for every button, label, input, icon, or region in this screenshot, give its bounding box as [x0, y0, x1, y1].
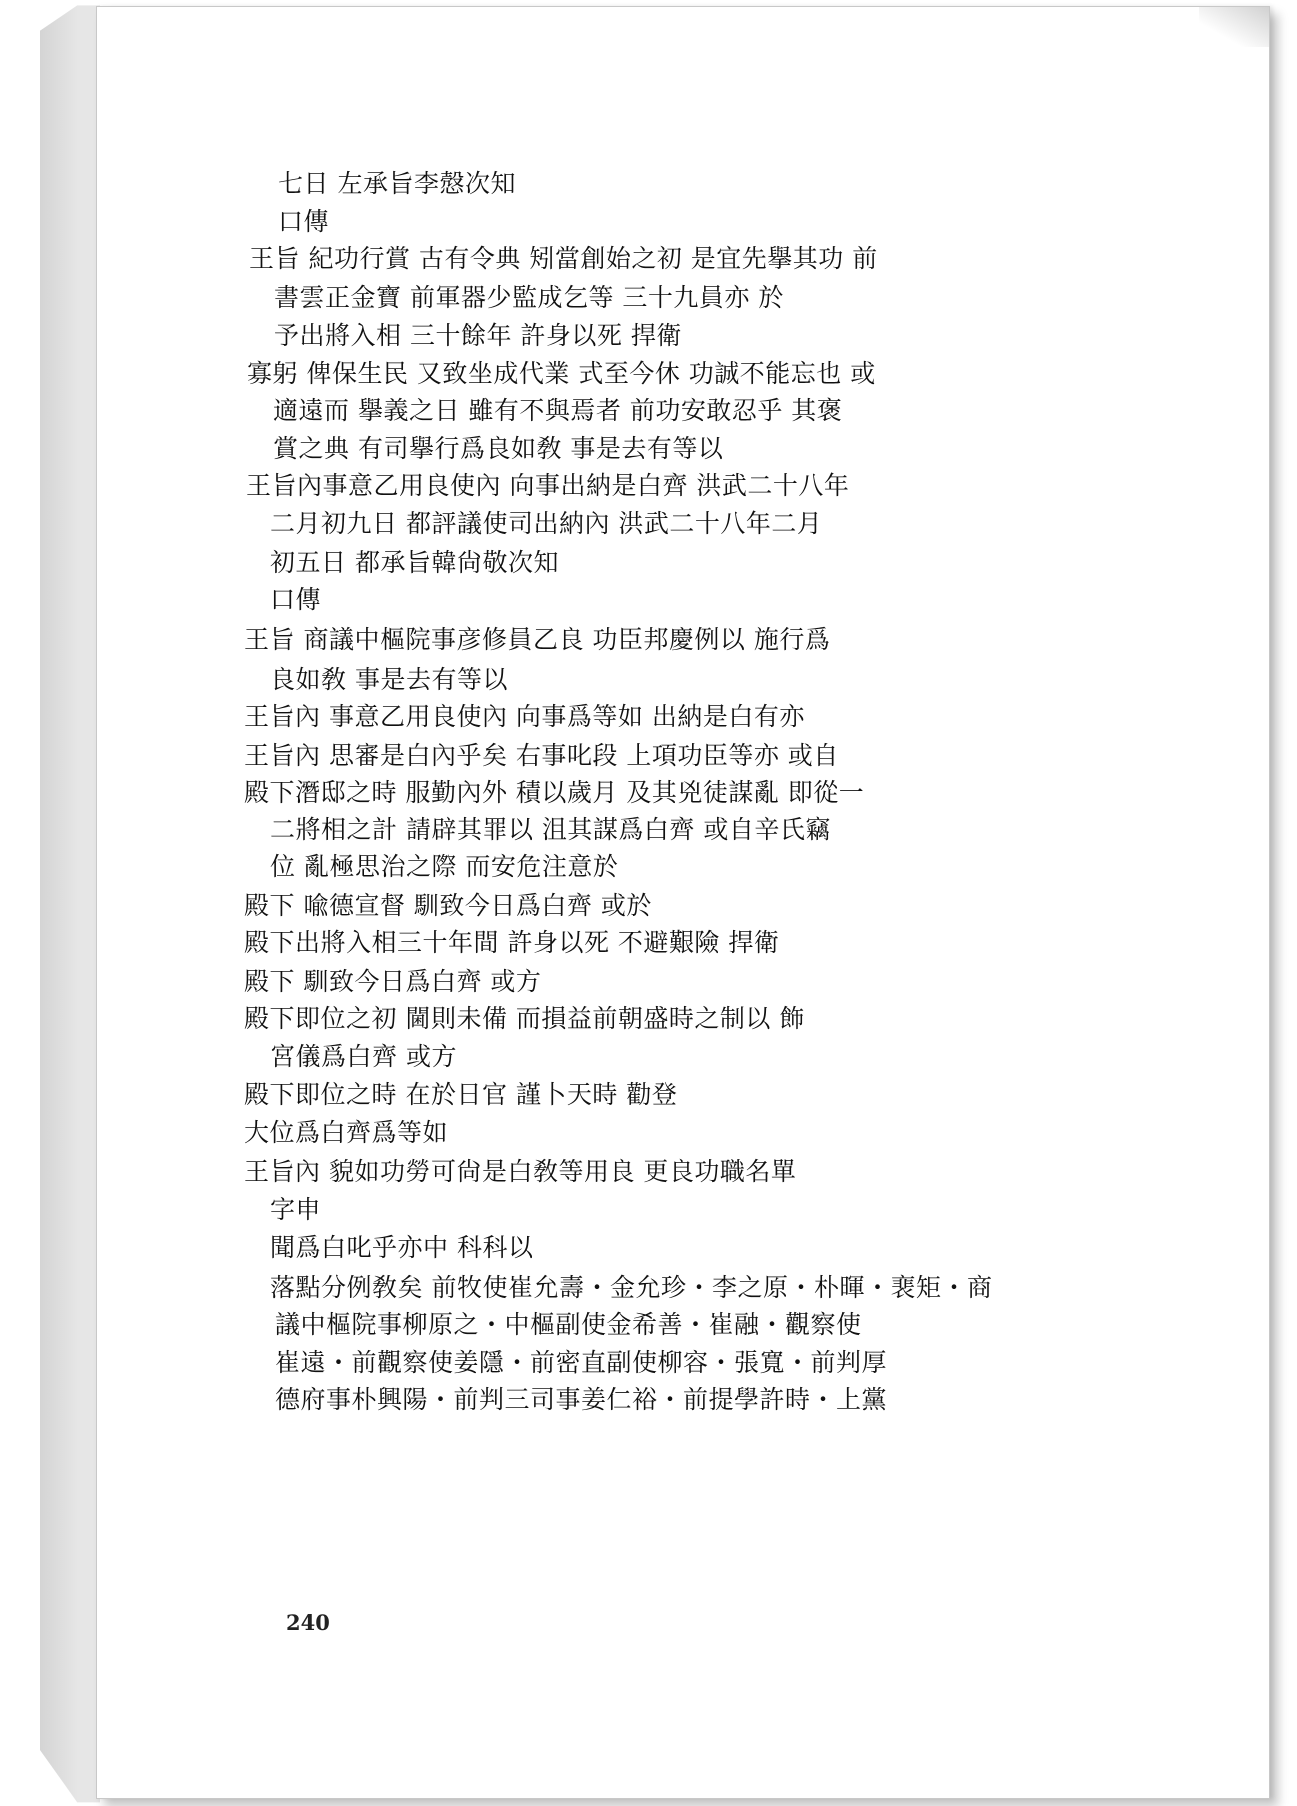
text-line: 殿下 馴致今日爲白齊 或方 — [244, 967, 542, 996]
text-line: 口傳 — [270, 585, 322, 614]
text-line: 殿下 喩德宣督 馴致今日爲白齊 或於 — [244, 891, 652, 920]
text-line: 殿下出將入相三十年間 許身以死 不避艱險 捍衛 — [244, 928, 780, 957]
text-line: 王旨內 思審是白內乎矣 右事叱段 上項功臣等亦 或自 — [244, 741, 839, 770]
text-line: 王旨內事意乙用良使內 向事出納是白齊 洪武二十八年 — [246, 471, 850, 500]
text-line: 大位爲白齊爲等如 — [244, 1118, 449, 1147]
text-line: 崔遠・前觀察使姜隱・前密直副使柳容・張寬・前判厚 — [275, 1348, 888, 1377]
text-line: 王旨 紀功行賞 古有令典 矧當創始之初 是宜先擧其功 前 — [249, 244, 878, 273]
text-line: 口傳 — [278, 207, 330, 236]
text-line: 殿下潛邸之時 服勤內外 積以歲月 及其兇徒謀亂 即從一 — [244, 778, 865, 807]
text-line: 二將相之計 請辟其罪以 沮其謀爲白齊 或自辛氏竊 — [270, 815, 831, 844]
text-line: 德府事朴興陽・前判三司事姜仁裕・前提學許時・上黨 — [275, 1385, 888, 1414]
text-line: 王旨內 事意乙用良使內 向事爲等如 出納是白有亦 — [244, 702, 805, 731]
text-line: 字申 — [270, 1195, 322, 1224]
text-line: 殿下即位之初 閫則未備 而損益前朝盛時之制以 飾 — [244, 1004, 805, 1033]
document-page — [96, 6, 1270, 1799]
text-line: 王旨內 貌如功勞可尙是白敎等用良 更良功職名單 — [244, 1157, 797, 1186]
text-line: 聞爲白叱乎亦中 科科以 — [270, 1233, 534, 1262]
text-line: 宮儀爲白齊 或方 — [270, 1042, 457, 1071]
text-line: 議中樞院事柳原之・中樞副使金希善・崔融・觀察使 — [275, 1310, 862, 1339]
text-line: 書雲正金寶 前軍器少監成乞等 三十九員亦 於 — [274, 283, 784, 312]
text-line: 良如敎 事是去有等以 — [270, 665, 508, 694]
text-line: 殿下即位之時 在於日官 謹卜天時 勸登 — [244, 1080, 678, 1109]
text-block — [97, 7, 1269, 1798]
page-number: 240 — [286, 1610, 330, 1635]
text-line: 予出將入相 三十餘年 許身以死 捍衛 — [274, 321, 682, 350]
text-line: 位 亂極思治之際 而安危注意於 — [270, 852, 619, 881]
text-line: 適遠而 擧義之日 雖有不與焉者 前功安敢忍乎 其褒 — [273, 396, 843, 425]
text-line: 王旨 商議中樞院事彦修員乙良 功臣邦慶例以 施行爲 — [244, 625, 831, 654]
text-line: 落點分例敎矣 前牧使崔允壽・金允珍・李之原・朴暉・裵矩・商 — [270, 1273, 993, 1302]
text-line: 二月初九日 都評議使司出納內 洪武二十八年二月 — [270, 509, 823, 538]
text-line: 賞之典 有司擧行爲良如敎 事是去有等以 — [273, 434, 724, 463]
text-line: 初五日 都承旨韓尙敬次知 — [270, 548, 559, 577]
text-line: 七日 左承旨李慤次知 — [278, 169, 516, 198]
text-line: 寡躬 俾保生民 又致坐成代業 式至今休 功誠不能忘也 或 — [247, 359, 876, 388]
